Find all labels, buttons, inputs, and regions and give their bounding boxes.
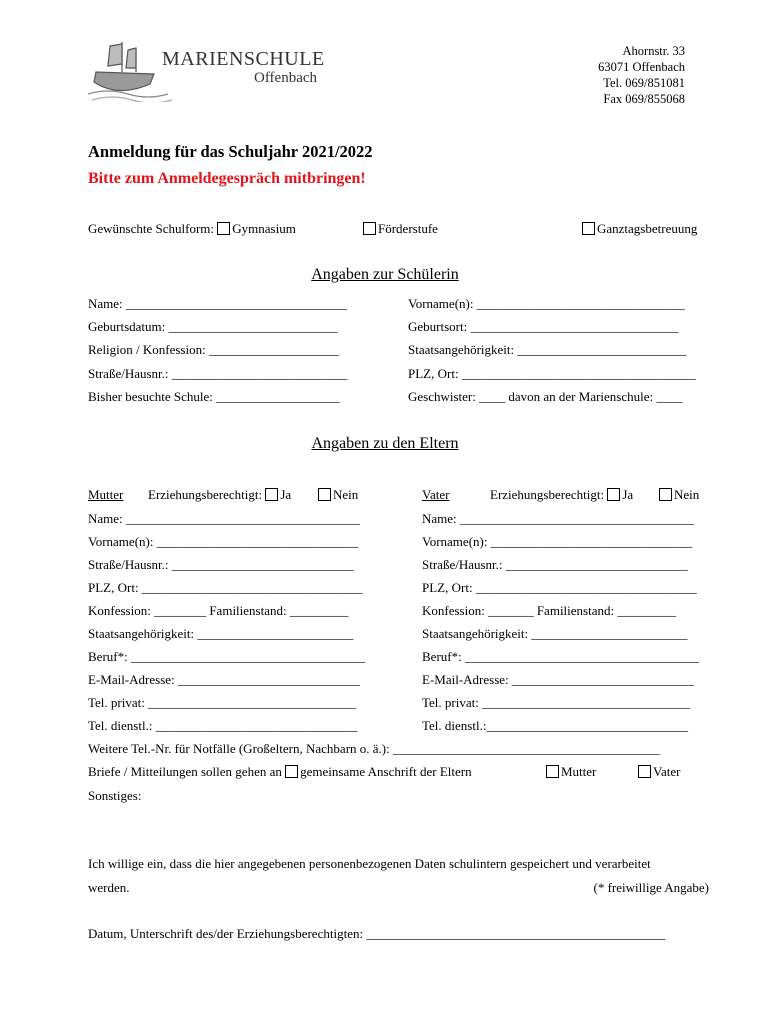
emergency-phone-field[interactable]: Weitere Tel.-Nr. für Notfälle (Großeltern, Nachbarn o. ä.): _________________________________________ <box>88 741 660 756</box>
father-email-field[interactable]: E-Mail-Adresse: ____________________________ <box>422 672 694 687</box>
father-tel-private-field[interactable]: Tel. privat: ________________________________ <box>422 695 691 710</box>
father-plz-field[interactable]: PLZ, Ort: __________________________________ <box>422 580 697 595</box>
student-prev-school-field[interactable]: Bisher besuchte Schule: ___________________ <box>88 389 340 404</box>
address-phone: Tel. 069/851081 <box>603 76 685 90</box>
ganztags-label: Ganztagsbetreuung <box>597 221 698 236</box>
mother-email-field[interactable]: E-Mail-Adresse: ____________________________ <box>88 672 360 687</box>
mail-father-checkbox[interactable] <box>638 765 651 778</box>
mother-plz-field[interactable]: PLZ, Ort: __________________________________ <box>88 580 363 595</box>
address-city: 63071 Offenbach <box>598 60 685 74</box>
foerderstufe-label: Förderstufe <box>378 221 438 236</box>
mother-firstname-field[interactable]: Vorname(n): _______________________________ <box>88 534 359 549</box>
student-firstname-field[interactable]: Vorname(n): ________________________________ <box>408 296 685 311</box>
mother-tel-work-field[interactable]: Tel. dienstl.: _______________________________ <box>88 718 358 733</box>
mother-erz-no-option <box>318 487 358 503</box>
student-name-field[interactable]: Name: __________________________________ <box>88 296 347 311</box>
mother-name-field[interactable]: Name: ____________________________________ <box>88 511 360 526</box>
mother-job-field[interactable]: Beruf*: ____________________________________ <box>88 649 365 664</box>
father-erz-yes-label: Ja <box>622 487 634 502</box>
foerderstufe-checkbox[interactable] <box>363 222 376 235</box>
gymnasium-checkbox[interactable] <box>217 222 230 235</box>
ganztags-checkbox[interactable] <box>582 222 595 235</box>
address-fax: Fax 069/855068 <box>603 92 685 106</box>
father-erz-row <box>490 487 633 503</box>
father-erz-label: Erziehungsberechtigt: <box>490 487 605 502</box>
form-subtitle: Bitte zum Anmeldegespräch mitbringen! <box>88 170 366 187</box>
father-job-field[interactable]: Beruf*: ____________________________________ <box>422 649 699 664</box>
consent-text-line2: werden. <box>88 880 130 895</box>
mail-joint-checkbox[interactable] <box>285 765 298 778</box>
mother-erz-label: Erziehungsberechtigt: <box>148 487 263 502</box>
school-city: Offenbach <box>254 70 318 86</box>
student-siblings-field[interactable]: Geschwister: ____ davon an der Marienschule: ____ <box>408 389 683 404</box>
parents-heading: Angaben zu den Eltern <box>311 435 459 452</box>
father-tel-work-field[interactable]: Tel. dienstl.:_______________________________ <box>422 718 688 733</box>
mail-label: Briefe / Mitteilungen sollen gehen an <box>88 764 282 779</box>
mail-mother-option <box>546 764 596 780</box>
father-erz-no-option <box>659 487 699 503</box>
mother-nationality-field[interactable]: Staatsangehörigkeit: ________________________ <box>88 626 354 641</box>
father-erz-yes-checkbox[interactable] <box>607 488 620 501</box>
school-address <box>598 43 685 107</box>
student-nationality-field[interactable]: Staatsangehörigkeit: __________________________ <box>408 342 687 357</box>
school-name: MARIENSCHULE <box>162 48 325 70</box>
father-firstname-field[interactable]: Vorname(n): _______________________________ <box>422 534 693 549</box>
mail-row <box>88 764 472 780</box>
mother-erz-no-checkbox[interactable] <box>318 488 331 501</box>
father-label: Vater <box>422 487 450 502</box>
signature-field[interactable]: Datum, Unterschrift des/der Erziehungsberechtigten: ______________________________________________ <box>88 926 666 941</box>
mother-confession-field[interactable]: Konfession: ________ Familienstand: _________ <box>88 603 349 618</box>
student-birthdate-field[interactable]: Geburtsdatum: __________________________ <box>88 319 338 334</box>
schulform-label: Gewünschte Schulform: <box>88 221 215 236</box>
foerderstufe-option <box>363 221 438 237</box>
father-name-field[interactable]: Name: ____________________________________ <box>422 511 694 526</box>
father-nationality-field[interactable]: Staatsangehörigkeit: ________________________ <box>422 626 688 641</box>
mother-label: Mutter <box>88 487 124 502</box>
mother-erz-row <box>148 487 291 503</box>
ganztags-option <box>582 221 697 237</box>
mail-father-label: Vater <box>653 764 681 779</box>
gymnasium-label: Gymnasium <box>232 221 296 236</box>
address-street: Ahornstr. 33 <box>622 44 685 58</box>
sonstiges-label: Sonstiges: <box>88 788 142 803</box>
mother-header <box>88 487 123 503</box>
student-religion-field[interactable]: Religion / Konfession: ____________________ <box>88 342 339 357</box>
student-plz-field[interactable]: PLZ, Ort: ____________________________________ <box>408 366 696 381</box>
father-erz-no-checkbox[interactable] <box>659 488 672 501</box>
schulform-row <box>88 221 296 237</box>
mother-erz-yes-label: Ja <box>280 487 292 502</box>
form-title: Anmeldung für das Schuljahr 2021/2022 <box>88 142 373 161</box>
student-heading: Angaben zur Schülerin <box>311 266 459 283</box>
father-erz-no-label: Nein <box>674 487 700 502</box>
mother-erz-no-label: Nein <box>333 487 359 502</box>
student-birthplace-field[interactable]: Geburtsort: ________________________________ <box>408 319 679 334</box>
mother-street-field[interactable]: Straße/Hausnr.: ____________________________ <box>88 557 354 572</box>
father-confession-field[interactable]: Konfession: _______ Familienstand: _________ <box>422 603 676 618</box>
mother-erz-yes-checkbox[interactable] <box>265 488 278 501</box>
mail-father-option <box>638 764 680 780</box>
optional-note: (* freiwillige Angabe) <box>593 880 709 895</box>
father-street-field[interactable]: Straße/Hausnr.: ____________________________ <box>422 557 688 572</box>
mail-joint-label: gemeinsame Anschrift der Eltern <box>300 764 472 779</box>
mail-mother-label: Mutter <box>561 764 597 779</box>
consent-text-line1: Ich willige ein, dass die hier angegebenen personenbezogenen Daten schulintern gespeichert und verarbeitet <box>88 856 651 871</box>
mother-tel-private-field[interactable]: Tel. privat: ________________________________ <box>88 695 357 710</box>
father-header <box>422 487 449 503</box>
student-street-field[interactable]: Straße/Hausnr.: ___________________________ <box>88 366 348 381</box>
mail-mother-checkbox[interactable] <box>546 765 559 778</box>
